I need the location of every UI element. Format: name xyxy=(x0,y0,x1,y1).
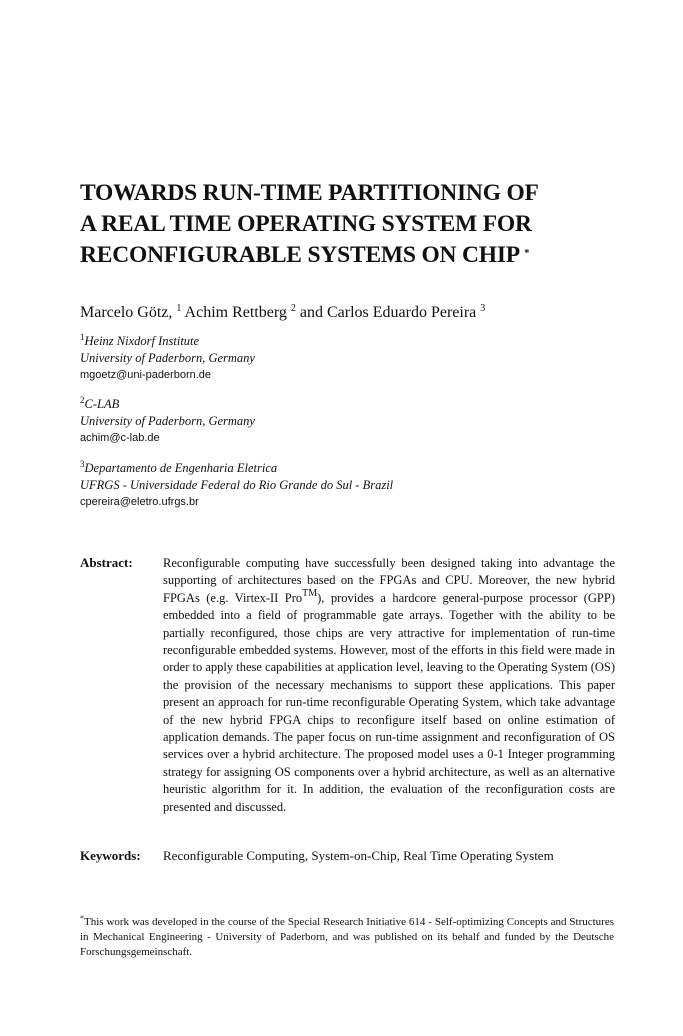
university-name: UFRGS - Universidade Federal do Rio Grande do Sul - Brazil xyxy=(80,478,394,492)
author-list xyxy=(80,303,640,323)
institute-name: Heinz Nixdorf Institute xyxy=(84,334,200,348)
footnote-mark: * xyxy=(80,914,84,923)
keywords-label: Keywords: xyxy=(80,848,141,863)
affiliation-block xyxy=(80,460,600,511)
institute-name: Departamento de Engenharia Eletrica xyxy=(84,461,278,475)
affiliation-block xyxy=(80,333,600,384)
footnote-text: This work was developed in the course of the Special Research Initiative 614 - Self-optimizing Concepts and Structures in Mechanical Engineering - University of Paderborn, and was published on its behalf and funded by the Deutsche Forschungsgemeinschaft. xyxy=(80,916,614,958)
trademark-mark: TM xyxy=(302,587,318,599)
author-name: Achim Rettberg xyxy=(184,304,287,321)
institute-name: C-LAB xyxy=(84,397,120,411)
author-email: cpereira@eletro.ufrgs.br xyxy=(80,496,199,508)
footnote xyxy=(80,911,614,960)
affiliation-marker: 3 xyxy=(480,303,486,314)
affiliation-marker: 2 xyxy=(290,303,296,314)
paper-title xyxy=(80,178,620,271)
author-name: Carlos Eduardo Pereira xyxy=(327,304,477,321)
abstract-text: Reconfigurable computing have successfully been designed taking into advantage the supporting of architectures based on the FPGAs and CPU. Moreover, the new hybrid FPGAs (e.g. Virtex-II Pro™), provides a hardcore general-purpose processor (GPP) embedded into a field of programmable gate arrays. Together with the ability to be partially reconfigured, those chips are very attractive for implementation of run-time reconfigurable embedded systems. However, most of the efforts in this field were made in order to apply these capabilities at application level, leaving to the Operating System (OS) the provision of the necessary mechanisms to support these applications. This paper present an approach for run-time reconfigurable Operating System, which take advantage of the new hybrid FPGA chips to reconfigure itself based on online estimation of application demands. The paper focus on run-time assignment and reconfiguration of OS services over a hybrid architecture. The proposed model uses a 0-1 Integer programming strategy for assigning OS components over a hybrid architecture, as well as an alternative heuristic algorithm for it. In addition, the evaluation of the reconfiguration costs are presented and discussed. xyxy=(163,556,616,814)
affiliation-marker: 3 xyxy=(80,459,85,469)
author-email: mgoetz@uni-paderborn.de xyxy=(80,369,212,381)
author-email: achim@c-lab.de xyxy=(80,432,160,444)
abstract-label: Abstract: xyxy=(80,555,133,570)
title-line: TOWARDS RUN-TIME PARTITIONING OF xyxy=(80,180,539,206)
author-name: Marcelo Götz, xyxy=(80,304,173,321)
affiliation-block xyxy=(80,396,600,447)
title-footnote-mark: * xyxy=(524,248,530,259)
affiliation-marker: 1 xyxy=(176,303,182,314)
affiliation-marker: 1 xyxy=(80,332,85,342)
university-name: University of Paderborn, Germany xyxy=(80,351,255,365)
affiliation-marker: 2 xyxy=(80,395,85,405)
university-name: University of Paderborn, Germany xyxy=(80,414,255,428)
title-line: RECONFIGURABLE SYSTEMS ON CHIP * xyxy=(80,242,530,268)
title-line: A REAL TIME OPERATING SYSTEM FOR xyxy=(80,211,532,237)
author-conjunction: and xyxy=(299,304,323,321)
keywords-text: Reconfigurable Computing, System-on-Chip, Real Time Operating System xyxy=(163,848,554,863)
